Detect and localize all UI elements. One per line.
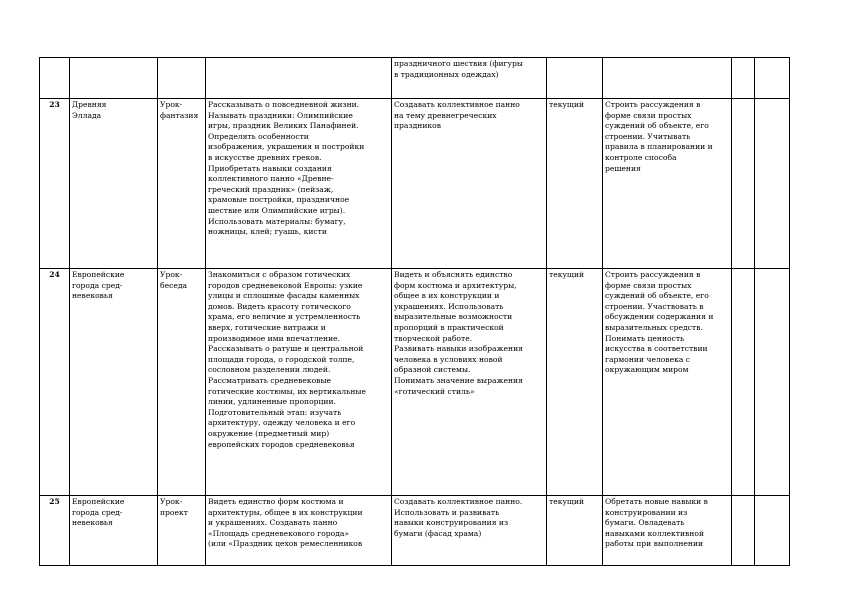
- table-row: [40, 269, 790, 496]
- lesson-topic: Европейские города сред- невековья: [70, 269, 158, 496]
- control-cell: [547, 58, 603, 99]
- lesson-activities: Создавать коллективное панно на тему древнегреческих праздников: [392, 99, 547, 269]
- lesson-activities: Видеть и объяснять единство форм костюма и архитектуры, общее в их конструкции и украшениях. Использовать выразительные возможности пропорций в практической творческой работе. Развивать навыки изображения человека в условиях новой образной системы. Понимать значение выражения «готический стиль»: [392, 269, 547, 496]
- lesson-type: Урок- проект: [158, 496, 206, 566]
- date-plan-cell: [732, 58, 755, 99]
- lesson-number: 24: [40, 269, 70, 496]
- date-plan-cell: [732, 496, 755, 566]
- lesson-topic: Европейские города сред- невековья: [70, 496, 158, 566]
- lesson-number: 25: [40, 496, 70, 566]
- date-plan-cell: [732, 99, 755, 269]
- lesson-content: Рассказывать о повседневной жизни. Называть праздники: Олимпийские игры, праздник Великих Панафиней. Определять особенности изображения, украшения и постройки в искусстве древних греков. Приобретать навыки создания коллективного панно «Древне- греческий праздник» (пейзаж, храмовые постройки, праздничное шествие или Олимпийские игры). Использовать материалы: бумагу, ножницы, клей; гуашь, кисти: [206, 99, 392, 269]
- lesson-control: текущий: [547, 269, 603, 496]
- lesson-control: текущий: [547, 99, 603, 269]
- topic-cell: [70, 58, 158, 99]
- table-row: [40, 99, 790, 269]
- lesson-content: Видеть единство форм костюма и архитектуры, общее в их конструкции и украшениях. Создавать панно «Площадь средневекового города» (или «Праздник цехов ремесленников: [206, 496, 392, 566]
- lesson-content: Знакомиться с образом готических городов средневековой Европы: узкие улицы и сплошные фасады каменных домов. Видеть красоту готического храма, его величие и устремленность вверх, готические витражи и производимое ими впечатление. Рассказывать о ратуше и центральной площади города, о городской толпе, сословном разделении людей. Рассматривать средневековые готические костюмы, их вертикальные линии, удлиненные пропорции. Подготовительный этап: изучать архитектуру, одежду человека и его окружение (предметный мир) европейских городов средневековья: [206, 269, 392, 496]
- date-fact-cell: [755, 496, 790, 566]
- date-plan-cell: [732, 269, 755, 496]
- lesson-uud: Обретать новые навыки в конструировании из бумаги. Овладевать навыками коллективной работы при выполнении: [603, 496, 732, 566]
- lesson-activities: Создавать коллективное панно. Использовать и развивать навыки конструирования из бумаги (фасад храма): [392, 496, 547, 566]
- lesson-topic: Древняя Эллада: [70, 99, 158, 269]
- lesson-type-cell: [158, 58, 206, 99]
- table-row: [40, 496, 790, 566]
- content-cell: [206, 58, 392, 99]
- date-fact-cell: [755, 269, 790, 496]
- lesson-type: Урок- фантазия: [158, 99, 206, 269]
- lesson-uud: Строить рассуждения в форме связи простых суждений об объекте, его строении. Учитывать правила в планировании и контроле способа решения: [603, 99, 732, 269]
- lesson-type: Урок- беседа: [158, 269, 206, 496]
- activity-cell: праздничного шествия (фигуры в традиционных одеждах): [392, 58, 547, 99]
- number-cell: [40, 58, 70, 99]
- lesson-number: 23: [40, 99, 70, 269]
- date-fact-cell: [755, 99, 790, 269]
- table-row: [40, 58, 790, 99]
- date-fact-cell: [755, 58, 790, 99]
- uud-cell: [603, 58, 732, 99]
- lesson-plan-table: [39, 57, 790, 566]
- lesson-uud: Строить рассуждения в форме связи простых суждений об объекте, его строении. Участвовать в обсуждении содержания и выразительных средств. Понимать ценность искусства в соответствии гармонии человека с окружающим миром: [603, 269, 732, 496]
- lesson-control: текущий: [547, 496, 603, 566]
